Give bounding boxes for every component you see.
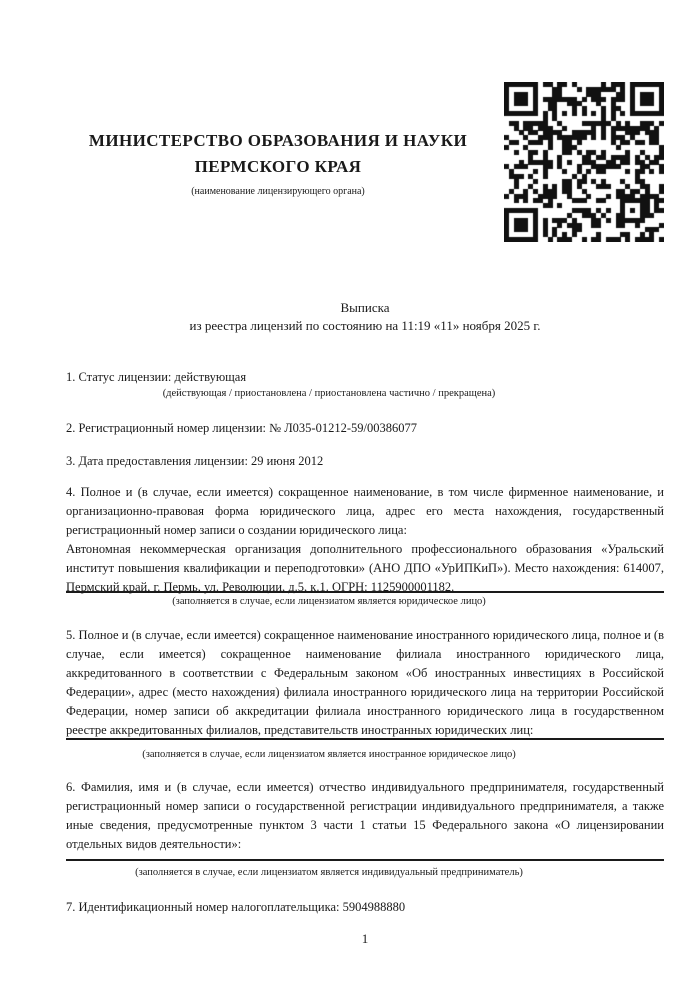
page-content: [66, 0, 664, 948]
license-item-5-caption: (заполняется в случае, если лицензиатом является иностранное юридическое лицо): [142, 749, 516, 760]
license-item-7-taxpayer-id: 7. Идентификационный номер налогоплательщика: 5904988880: [66, 900, 406, 914]
license-item-6-entrepreneur-label: 6. Фамилия, имя и (в случае, если имеется) отчество индивидуального предпринимателя, государственный регистрационный номер записи о государственной регистрации индивидуального предпринимателя, а также иные сведения, предусмотренные пунктом 3 части 1 статьи 15 Федерального закона «О лицензировании отдельных видов деятельности»:: [66, 780, 664, 851]
qr-code-image: [504, 82, 664, 242]
field-rule-entrepreneur: [66, 859, 664, 861]
page-number: 1: [361, 931, 369, 946]
license-item-4-legal-entity-value: Автономная некоммерческая организация дополнительного профессионального образования «Уральский институт повышения квалификации и переподготовки» (АНО ДПО «УрИПКиП»). Место нахождения: 614007, Пермский край, г. Пермь, ул. Революции, д.5, к.1. ОГРН: 1125900001182.: [66, 542, 664, 594]
document-title-block: [66, 299, 664, 335]
license-item-3-grant-date: 3. Дата предоставления лицензии: 29 июня 2012: [66, 454, 324, 468]
license-item-5-foreign-entity-label: 5. Полное и (в случае, если имеется) сокращенное наименование иностранного юридического лица, полное и (в случае, если имеется) сокращенное наименование филиала иностранного юридического лица, аккредитованного в соответствии с Федеральным законом «Об иностранных инвестициях в Российской Федерации», адрес (место нахождения) филиала иностранного юридического лица на территории Российской Федерации, номер записи об аккредитации филиала иностранного юридического лица в государственном реестре аккредитованных филиалов, представительств иностранных юридических лиц:: [66, 628, 664, 737]
license-item-4-caption: (заполняется в случае, если лицензиатом является юридическое лицо): [172, 596, 486, 607]
license-item-2-registration-number: 2. Регистрационный номер лицензии: № Л035-01212-59/00386077: [66, 421, 417, 435]
document-subtitle: из реестра лицензий по состоянию на 11:19 «11» ноября 2025 г.: [189, 318, 541, 333]
document-header: [66, 0, 664, 242]
licensing-authority-block: [66, 82, 504, 198]
licensing-authority-caption: (наименование лицензирующего органа): [191, 186, 365, 197]
license-item-1-caption: (действующая / приостановлена / приостановлена частично / прекращена): [162, 388, 496, 399]
ministry-name-line2: ПЕРМСКОГО КРАЯ: [194, 157, 362, 176]
license-item-4-legal-entity-label: 4. Полное и (в случае, если имеется) сокращенное наименование, в том числе фирменное наименование, и организационно-правовая форма юридического лица, адрес его места нахождения, государственный регистрационный номер записи о создании юридического лица:: [66, 485, 664, 537]
license-item-1-status: 1. Статус лицензии: действующая: [66, 370, 247, 384]
ministry-name-line1: МИНИСТЕРСТВО ОБРАЗОВАНИЯ И НАУКИ: [88, 131, 468, 150]
document-body: [66, 368, 664, 948]
document-title: Выписка: [340, 300, 390, 315]
license-item-6-caption: (заполняется в случае, если лицензиатом является индивидуальный предприниматель): [135, 867, 523, 878]
